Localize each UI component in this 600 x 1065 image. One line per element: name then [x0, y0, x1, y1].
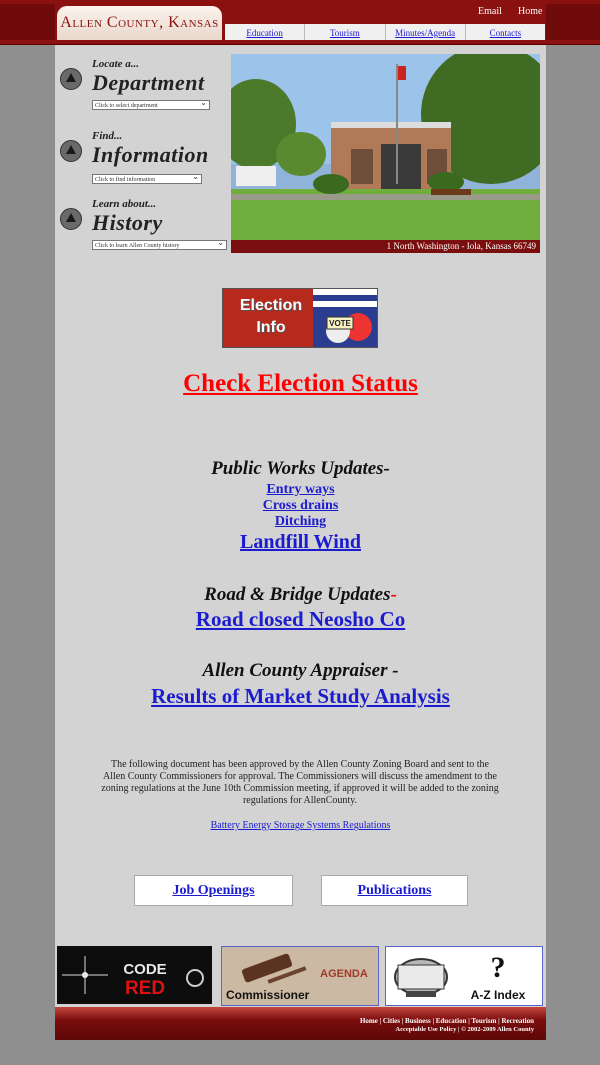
- footer-links[interactable]: Home | Cities | Business | Education | Tourism | Recreation: [359, 1017, 534, 1025]
- market-study-link[interactable]: Results of Market Study Analysis: [151, 684, 450, 708]
- entry-ways-link[interactable]: Entry ways: [266, 482, 335, 497]
- road-bridge-heading: Road & Bridge Updates: [204, 584, 391, 605]
- department-select[interactable]: Click to select department ⌄: [92, 100, 210, 110]
- information-select[interactable]: Click to find information ⌄: [92, 174, 202, 184]
- locate-department: Locate a... Department Click to select department ⌄: [60, 58, 230, 114]
- svg-text:VOTE: VOTE: [329, 319, 351, 328]
- footer-copyright: Acceptable Use Policy | © 2002-2009 Allen County: [395, 1026, 534, 1033]
- arrow-up-icon: [60, 140, 82, 162]
- arrow-up-icon: [60, 208, 82, 230]
- code-red-logo: [57, 946, 212, 1004]
- publications-button[interactable]: Publications: [321, 875, 468, 906]
- check-election-status-link[interactable]: Check Election Status: [183, 370, 418, 397]
- nav-contacts[interactable]: Contacts: [465, 24, 545, 40]
- nav-tourism[interactable]: Tourism: [304, 24, 384, 40]
- appraiser-heading: Allen County Appraiser -: [202, 660, 399, 681]
- az-index-button[interactable]: [385, 946, 543, 1006]
- email-link[interactable]: Email: [478, 6, 502, 17]
- svg-text:?: ?: [490, 951, 506, 984]
- battery-regulations-link[interactable]: Battery Energy Storage Systems Regulations: [210, 820, 391, 831]
- history-select[interactable]: Click to learn Allen County history ⌄: [92, 240, 227, 250]
- home-link[interactable]: Home: [518, 6, 543, 17]
- arrow-up-icon: [60, 68, 82, 90]
- commissioner-button[interactable]: [221, 946, 379, 1006]
- cross-drains-link[interactable]: Cross drains: [262, 498, 339, 513]
- nav-minutes-agenda[interactable]: Minutes/Agenda: [385, 24, 465, 40]
- svg-text:A-Z Index: A-Z Index: [470, 988, 526, 1002]
- gavel-icon: [222, 947, 378, 1005]
- site-logo[interactable]: Allen County, Kansas: [57, 6, 222, 40]
- zoning-notice: The following document has been approved by the Allen County Zoning Board and sent to the Allen County Commissioners for approval. The Commissioners will discuss the amendment to the zoning regulations at the June 10th Commission meeting, if approved it will be added to the zoning regulations for AllenCounty.: [101, 759, 499, 806]
- landfill-wind-link[interactable]: Landfill Wind: [240, 531, 361, 553]
- top-nav: [225, 24, 545, 40]
- photo-caption: 1 North Washington - Iola, Kansas 66749: [231, 240, 540, 253]
- code-red-button[interactable]: [57, 946, 212, 1004]
- road-closed-link[interactable]: Road closed Neosho Co: [195, 607, 406, 631]
- find-information: Find... Information Click to find information ⌄: [60, 130, 230, 186]
- ditching-link[interactable]: Ditching: [274, 514, 327, 529]
- public-works-heading: Public Works Updates-: [211, 458, 390, 479]
- learn-history: Learn about... History Click to learn Allen County history ⌄: [60, 198, 230, 254]
- election-info-banner[interactable]: Election Info VOTE: [222, 288, 378, 348]
- footer: [55, 1007, 546, 1040]
- rolodex-icon: [386, 947, 542, 1005]
- job-openings-button[interactable]: Job Openings: [134, 875, 293, 906]
- svg-text:Commissioner: Commissioner: [226, 988, 310, 1002]
- svg-text:AGENDA: AGENDA: [320, 968, 368, 980]
- svg-text:CODE: CODE: [123, 961, 167, 978]
- vote-icon: [313, 289, 377, 347]
- svg-text:RED: RED: [124, 978, 166, 999]
- nav-education[interactable]: Education: [246, 28, 283, 38]
- courthouse-photo: [231, 54, 540, 240]
